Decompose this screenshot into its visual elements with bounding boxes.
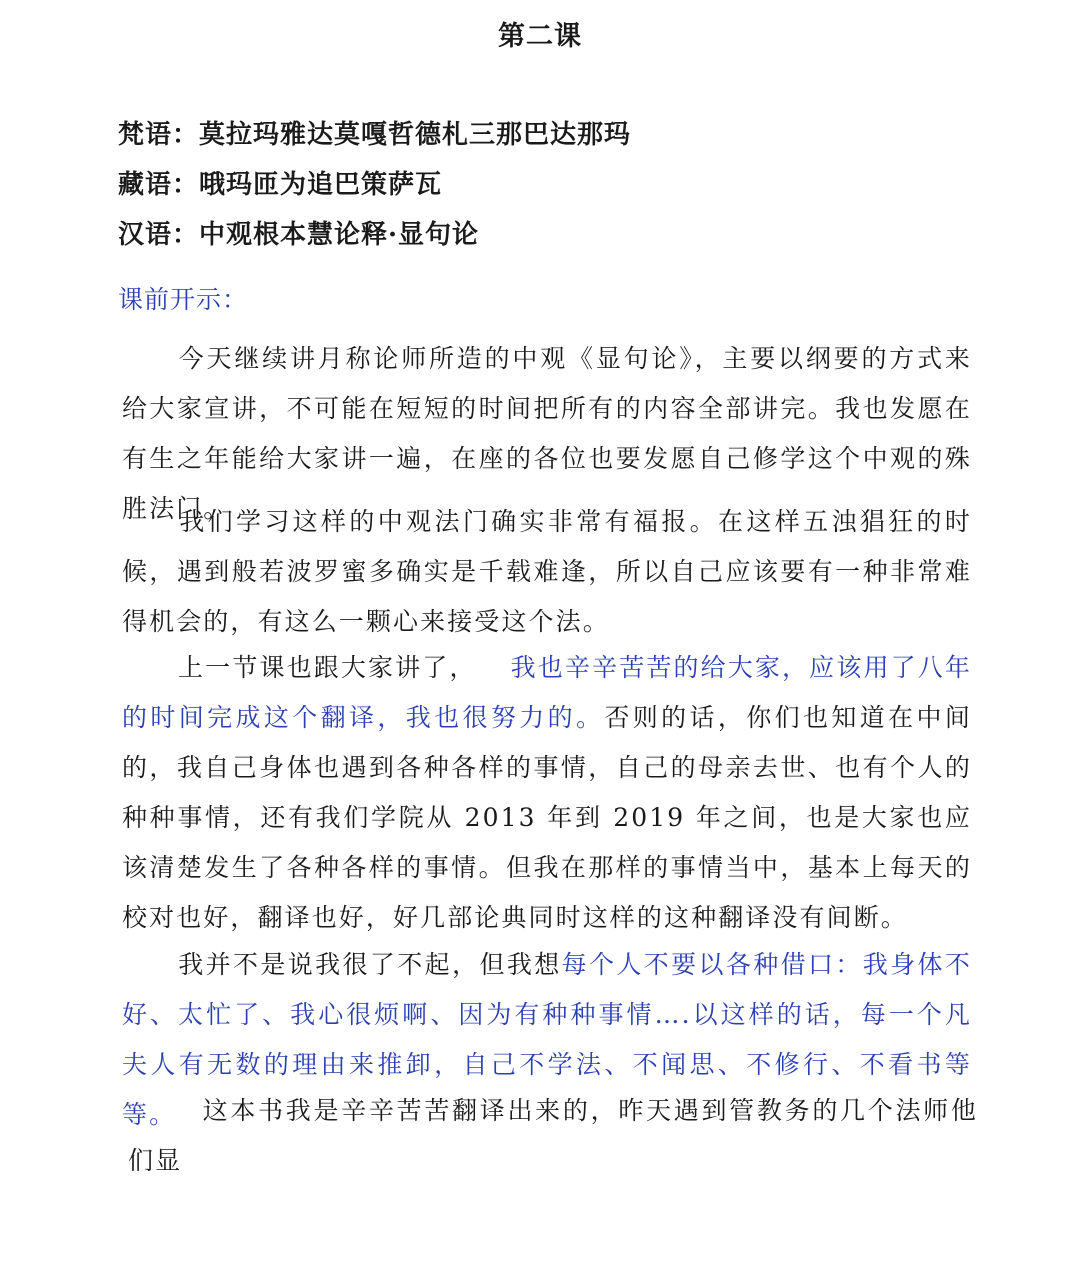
paragraph-1-text: 今天继续讲月称论师所造的中观《显句论》，主要以纲要的方式来给大家宣讲，不可能在短短的时间把所有的内容全部讲完。我也发愿在有生之年能给大家讲一遍，在座的各位也要发愿自己修学这个中观的殊胜法门。 <box>122 344 972 523</box>
chinese-title: 汉语：中观根本慧论释·显句论 <box>118 220 480 250</box>
paragraph-3-text-intro: 上一节课也跟大家讲了， <box>178 653 477 682</box>
lesson-title: 第二课 <box>498 21 582 52</box>
paragraph-5-text: 这本书我是辛辛苦苦翻译出来的，昨天遇到管教务的几个法师他们显 <box>128 1096 978 1175</box>
paragraph-4-text-intro: 我并不是说我很了不起，但我想 <box>178 950 562 979</box>
paragraph-3-highlight: 我也辛辛苦苦的给大家，应该用了八年的时间完成这个翻译，我也很努力的。 <box>122 653 972 732</box>
paragraph-3-text-rest: 否则的话，你们也知道在中间的，我自己身体也遇到各种各样的事情，自己的母亲去世、也有个人的种种事情，还有我们学院从 2013 年到 2019 年之间，也是大家也应该清楚发生了各种各样的事情。但我在那样的事情当中，基本上每天的校对也好，翻译也好，好几部论典同时这样的这种翻译没有间断。 <box>122 703 972 932</box>
section-label-opening-talk: 课前开示： <box>118 285 249 314</box>
sanskrit-title: 梵语：莫拉玛雅达莫嘎哲德札三那巴达那玛 <box>118 120 632 150</box>
paragraph-2-text: 我们学习这样的中观法门确实非常有福报。在这样五浊猖狂的时候，遇到般若波罗蜜多确实是千载难逢，所以自己应该要有一种非常难得机会的，有这么一颗心来接受这个法。 <box>122 507 972 636</box>
paragraph-3 <box>122 643 972 943</box>
paragraph-4-highlight: 每个人不要以各种借口：我身体不好、太忙了、我心很烦啊、因为有种种事情….以这样的话，每一个凡夫人有无数的理由来推卸，自己不学法、不闻思、不修行、不看书等等。 <box>122 950 972 1129</box>
paragraph-5 <box>128 1086 978 1186</box>
paragraph-2 <box>122 497 972 647</box>
tibetan-title: 藏语：哦玛匝为追巴策萨瓦 <box>118 170 443 200</box>
